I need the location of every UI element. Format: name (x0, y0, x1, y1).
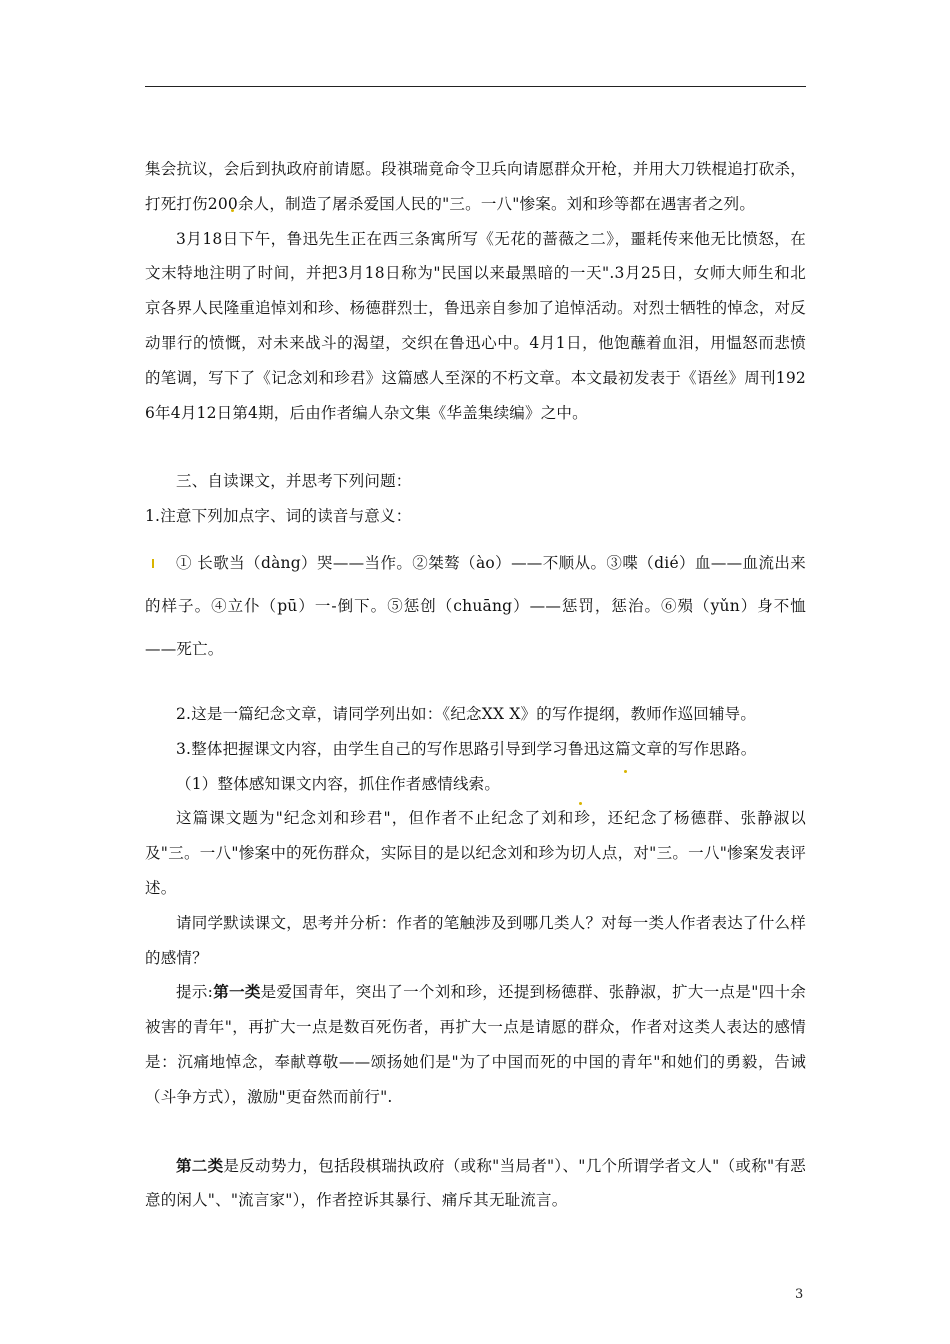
vocabulary-list: ① 长歌当（dàng）哭——当作。②桀骜（ào）——不顺从。③喋（dié）血——血流出来的样子。④立仆（pū）一-倒下。⑤惩创（chuāng）——惩罚，惩治。⑥殒（yǔn）身不恤——死亡。 (145, 553, 806, 658)
paragraph-title-analysis: 这篇课文题为"纪念刘和珍君"，但作者不止纪念了刘和珍，还纪念了杨德群、张静淑以及"三。一八"惨案中的死伤群众，实际目的是以纪念刘和珍为切人点，对"三。一八"惨案发表评述。 (145, 809, 806, 897)
sub-question-1: （1）整体感知课文内容，抓住作者感情线索。 (176, 774, 501, 793)
margin-mark (152, 559, 154, 568)
hint-category-1: 第一类 (213, 982, 261, 1002)
hint-text: 是爱国青年，突出了一个刘和珍，还提到杨德群、张静淑，扩大一点是"四十余被害的青年"，再扩大一点是数百死伤者，再扩大一点是请愿的群众，作者对这类人表达的感情是：沉痛地悼念，奉献尊敬——颂扬她们是"为了中国而死的中国的青年"和她们的勇毅，告诫（斗争方式），激励"更奋然而前行". (145, 983, 806, 1106)
page-number: 3 (795, 1287, 804, 1302)
section-heading-self-reading: 三、自读课文，并思考下列问题： (176, 472, 412, 491)
paragraph-background: 集会抗议，会后到执政府前请愿。段祺瑞竟命令卫兵向请愿群众开枪，并用大刀铁棍追打砍杀，打死打伤200余人，制造了屠杀爱国人民的"三。一八"惨案。刘和珍等都在遇害者之列。 (145, 160, 806, 213)
question-1: 1.注意下列加点字、词的读音与意义： (145, 507, 412, 526)
document-body (145, 152, 806, 1218)
hint-prefix: 提示: (176, 983, 214, 1002)
paragraph-prompt: 请同学默读课文，思考并分析：作者的笔触涉及到哪几类人？对每一类人作者表达了什么样的感情？ (145, 913, 806, 967)
paragraph-category-2 (145, 1149, 806, 1219)
question-2: 2.这是一篇纪念文章，请同学列出如：《纪念XX X》的写作提纲，教师作巡回辅导。 (176, 704, 757, 723)
vocabulary-block (145, 542, 806, 671)
category-2-label: 第二类 (176, 1155, 224, 1175)
paragraph-writing-context: 3月18日下午，鲁迅先生正在西三条寓所写《无花的蔷薇之二》，噩耗传来他无比愤怒，在文末特地注明了时间，并把3月18日称为"民国以来最黑暗的一天".3月25日，女师大师生和北京各界人民隆重追悼刘和珍、杨德群烈士，鲁迅亲自参加了追悼活动。对烈士牺牲的悼念，对反动罪行的愤慨，对未来战斗的渴望，交织在鲁迅心中。4月1日，他饱蘸着血泪，用愠怒而悲愤的笔调，写下了《记念刘和珍君》这篇感人至深的不朽文章。本文最初发表于《语丝》周刊1926年4月12日第4期，后由作者编人杂文集《华盖集续编》之中。 (145, 229, 806, 422)
question-3: 3.整体把握课文内容，由学生自己的写作思路引导到学习鲁迅这篇文章的写作思路。 (176, 739, 757, 758)
paragraph-hint (145, 975, 806, 1114)
category-2-text: 是反动势力，包括段棋瑞执政府（或称"当局者"）、"几个所谓学者文人"（或称"有恶意的闲人"、"流言家"），作者控诉其暴行、痛斥其无耻流言。 (145, 1156, 806, 1210)
header-rule (145, 86, 806, 87)
